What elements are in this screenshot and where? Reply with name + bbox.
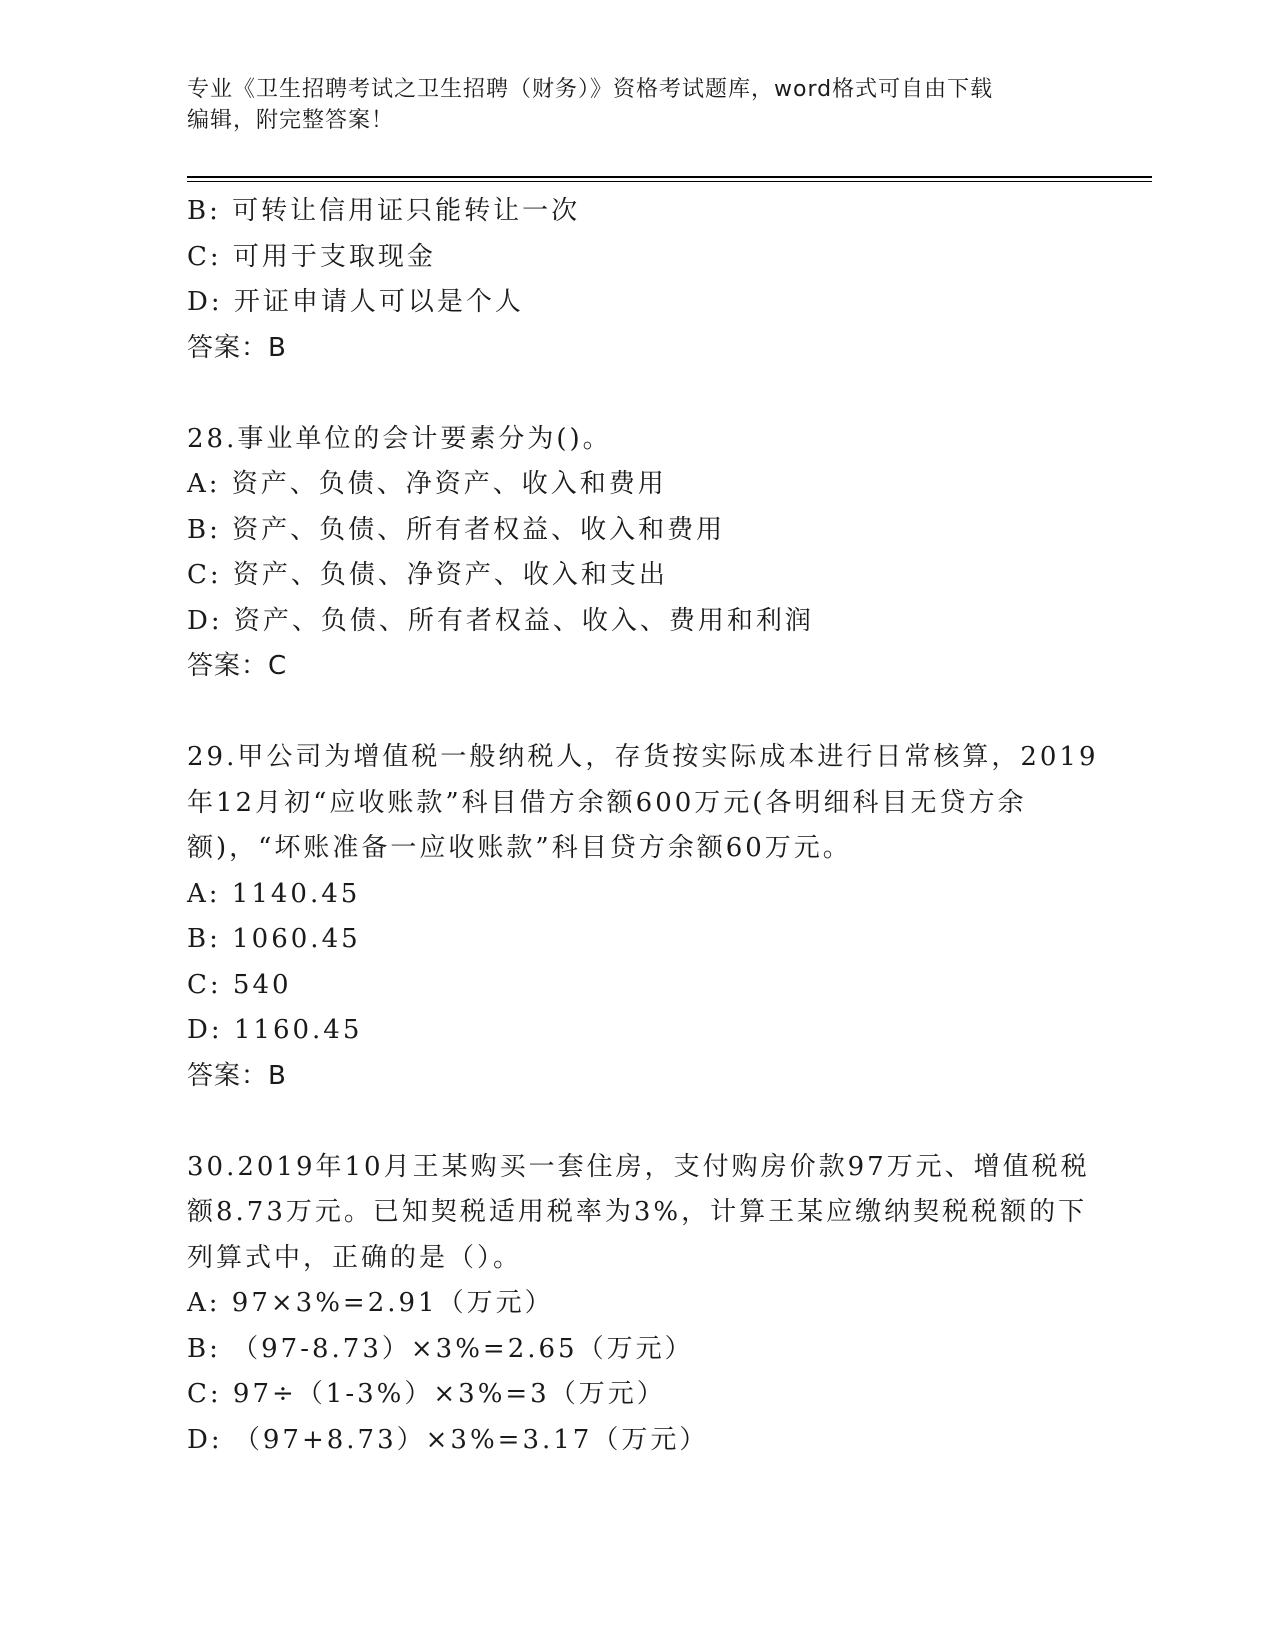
option-d: D: 资产、负债、所有者权益、收入、费用和利润 [187,605,814,636]
document-header [187,74,1067,136]
header-line-2: 编辑，附完整答案！ [187,108,395,133]
answer-line: 答案：B [187,1060,287,1091]
question-28 [187,417,1087,690]
answer-line: 答案：C [187,651,288,681]
question-stem-line: 列算式中，正确的是（）。 [187,1242,523,1273]
option-b: B: 资产、负债、所有者权益、收入和费用 [187,514,726,545]
option-a: A: 97×3%=2.91（万元） [187,1288,554,1318]
option-d: D: 开证申请人可以是个人 [187,287,524,317]
question-stem-line: 年12月初“应收账款”科目借方余额600万元(各明细科目无贷方余 [187,787,1027,818]
question-content [187,189,1099,1463]
header-divider-thick [187,176,1152,178]
spacer [187,690,1087,736]
option-b: B: 可转让信用证只能转让一次 [187,196,581,226]
option-a: A: 资产、负债、净资产、收入和费用 [187,469,667,499]
question-27-continued [187,189,1087,371]
spacer [187,1099,1087,1145]
answer-line: 答案：B [187,332,287,363]
spacer [187,371,1087,417]
option-b: B: 1060.45 [187,924,361,954]
option-c: C: 540 [187,969,292,1000]
question-30 [187,1145,1090,1464]
question-stem-line: 额)，“坏账准备一应收账款”科目贷方余额60万元。 [187,833,852,863]
option-c: C: 资产、负债、净资产、收入和支出 [187,560,668,590]
option-a: A: 1140.45 [187,878,361,909]
option-b: B: （97-8.73）×3%=2.65（万元） [187,1333,694,1364]
header-line-1: 专业《卫生招聘考试之卫生招聘（财务）》资格考试题库，word格式可自由下载 [187,77,994,102]
question-stem-line: 额8.73万元。已知契税适用税率为3%，计算王某应缴纳契税税额的下 [187,1197,1088,1227]
question-29 [187,735,1099,1099]
option-d: D: 1160.45 [187,1015,363,1045]
question-stem-line: 29.甲公司为增值税一般纳税人，存货按实际成本进行日常核算，2019 [187,742,1099,772]
header-divider-thin [187,181,1152,182]
option-c: C: 可用于支取现金 [187,241,436,272]
option-c: C: 97÷（1-3%）×3%=3（万元） [187,1379,666,1409]
question-stem: 28.事业单位的会计要素分为()。 [187,423,612,454]
option-d: D: （97+8.73）×3%=3.17（万元） [187,1424,709,1455]
question-stem-line: 30.2019年10月王某购买一套住房，支付购房价款97万元、增值税税 [187,1151,1090,1182]
